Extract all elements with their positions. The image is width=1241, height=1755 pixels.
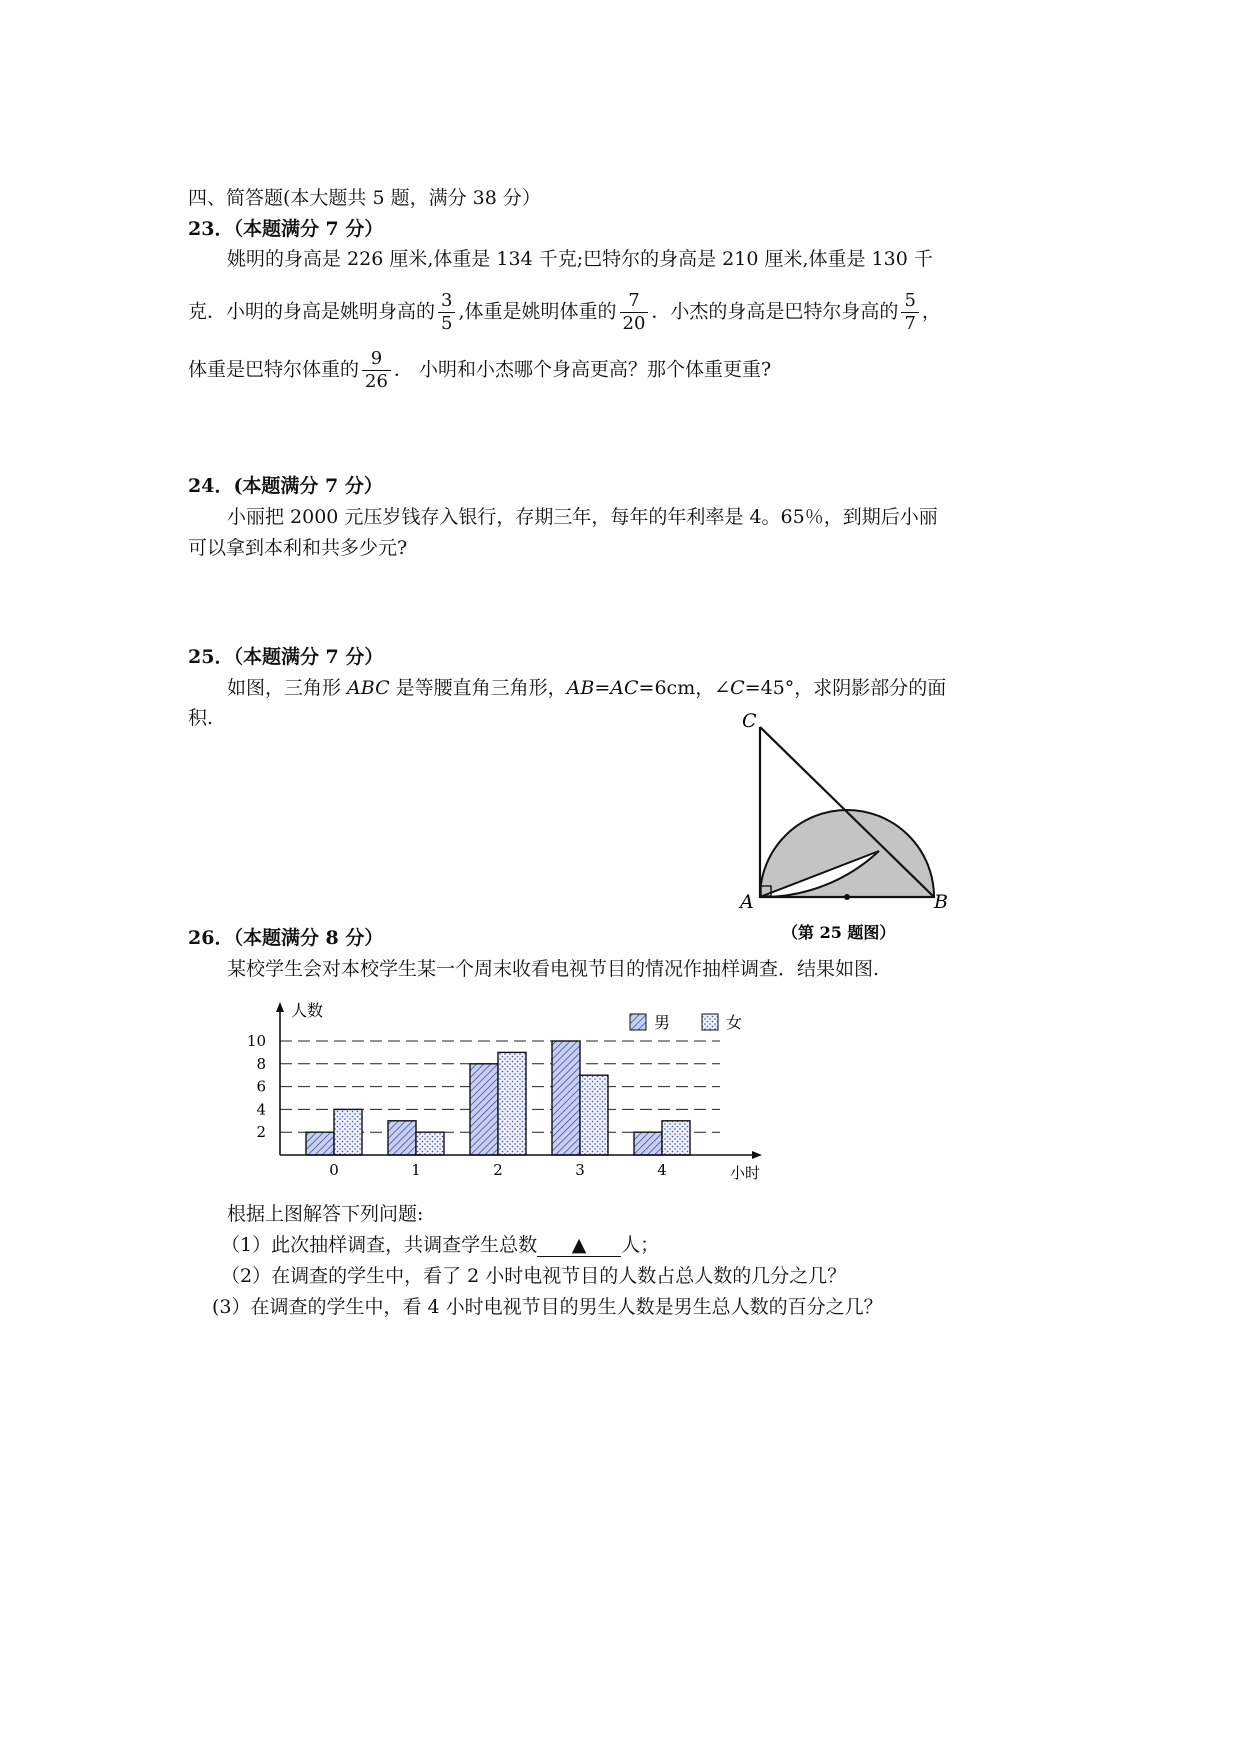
q26-sub3: (3）在调查的学生中，看 4 小时电视节目的男生人数是男生总人数的百分之几？ xyxy=(212,1296,883,1318)
bar-male xyxy=(470,1064,498,1155)
legend-label-female: 女 xyxy=(726,1013,743,1032)
y-tick-label: 10 xyxy=(246,1032,266,1050)
q23-text-d: ， xyxy=(921,300,941,323)
y-tick-label: 6 xyxy=(256,1077,266,1096)
label-b: B xyxy=(934,891,948,913)
q26-after-chart: 根据上图解答下列问题: xyxy=(227,1203,424,1225)
q26-line1: 某校学生会对本校学生某一个周末收看电视节目的情况作抽样调查．结果如图. xyxy=(227,958,880,980)
bar-male xyxy=(552,1041,580,1155)
q23-heading: 23．（本题满分 7 分） xyxy=(188,218,384,240)
y-tick-label: 2 xyxy=(256,1123,266,1142)
x-axis-label: 小时 xyxy=(730,1164,761,1182)
y-axis-arrow xyxy=(276,1002,284,1012)
label-a: A xyxy=(740,891,754,913)
bar-female xyxy=(416,1132,444,1155)
q26-heading: 26．（本题满分 8 分） xyxy=(188,927,384,949)
bar-female xyxy=(662,1121,690,1155)
q23-text-e: 体重是巴特尔体重的 xyxy=(188,358,360,381)
legend-label-male: 男 xyxy=(654,1013,671,1032)
triangle-figure xyxy=(730,700,960,950)
x-tick-label: 0 xyxy=(329,1161,339,1179)
section-title: 四、简答题(本大题共 5 题，满分 38 分） xyxy=(188,187,541,209)
fraction-5-7: $\frac{5}{7}$ xyxy=(901,290,918,335)
fraction-3-5: $\frac{3}{5}$ xyxy=(438,290,455,335)
bar-male xyxy=(388,1121,416,1155)
shaded-semicircle xyxy=(760,810,934,897)
x-axis-arrow xyxy=(752,1151,762,1159)
q26-sub1: （1）此次抽样调查，共调查学生总数 ▲ 人； xyxy=(221,1234,660,1256)
q26-sub2: （2）在调查的学生中，看了 2 小时电视节目的人数占总人数的几分之几？ xyxy=(221,1265,847,1287)
bar-male xyxy=(306,1132,334,1155)
q23-text-b: ,体重是姚明体重的 xyxy=(458,300,617,323)
fraction-7-20: $\frac{7}{20}$ xyxy=(620,290,649,335)
q23-line2 xyxy=(188,290,941,335)
q23-line3 xyxy=(188,348,771,393)
q25-heading: 25．（本题满分 7 分） xyxy=(188,646,384,668)
y-tick-label: 4 xyxy=(256,1100,266,1119)
bar-chart xyxy=(236,1000,796,1190)
q24-heading: 24．(本题满分 7 分） xyxy=(188,475,383,497)
fraction-9-26: $\frac{9}{26}$ xyxy=(362,348,391,393)
bar-female xyxy=(580,1075,608,1155)
x-tick-label: 4 xyxy=(657,1161,667,1179)
q23-text-c: ．小杰的身高是巴特尔身高的 xyxy=(651,300,899,323)
x-tick-label: 1 xyxy=(411,1161,421,1179)
y-tick-label: 8 xyxy=(256,1054,266,1073)
x-tick-label: 3 xyxy=(575,1161,585,1179)
x-tick-label: 2 xyxy=(493,1161,503,1179)
bar-female xyxy=(498,1052,526,1155)
bar-male xyxy=(634,1132,662,1155)
legend-swatch-female xyxy=(702,1014,718,1030)
q23-text-f: ． 小明和小杰哪个身高更高？那个体重更重? xyxy=(393,358,772,381)
answer-blank[interactable]: ▲ xyxy=(537,1234,621,1257)
q23-line1: 姚明的身高是 226 厘米,体重是 134 千克;巴特尔的身高是 210 厘米,体重是 130 千 xyxy=(227,248,933,270)
q24-line2: 可以拿到本利和共多少元? xyxy=(188,537,408,559)
label-c: C xyxy=(742,710,757,732)
figure-caption: （第 25 题图） xyxy=(782,923,896,942)
q25-line1: 如图，三角形 ABC 是等腰直角三角形，AB=AC=6cm，∠C=45°，求阴影部分的面 xyxy=(227,677,947,699)
q24-line1: 小丽把 2000 元压岁钱存入银行，存期三年，每年的年利率是 4。65％，到期后小丽 xyxy=(227,506,938,528)
bar-female xyxy=(334,1109,362,1155)
legend-swatch-male xyxy=(630,1014,646,1030)
q23-text-a: 克．小明的身高是姚明身高的 xyxy=(188,300,436,323)
q25-line2: 积. xyxy=(188,707,214,729)
y-axis-label: 人数 xyxy=(291,1001,324,1020)
